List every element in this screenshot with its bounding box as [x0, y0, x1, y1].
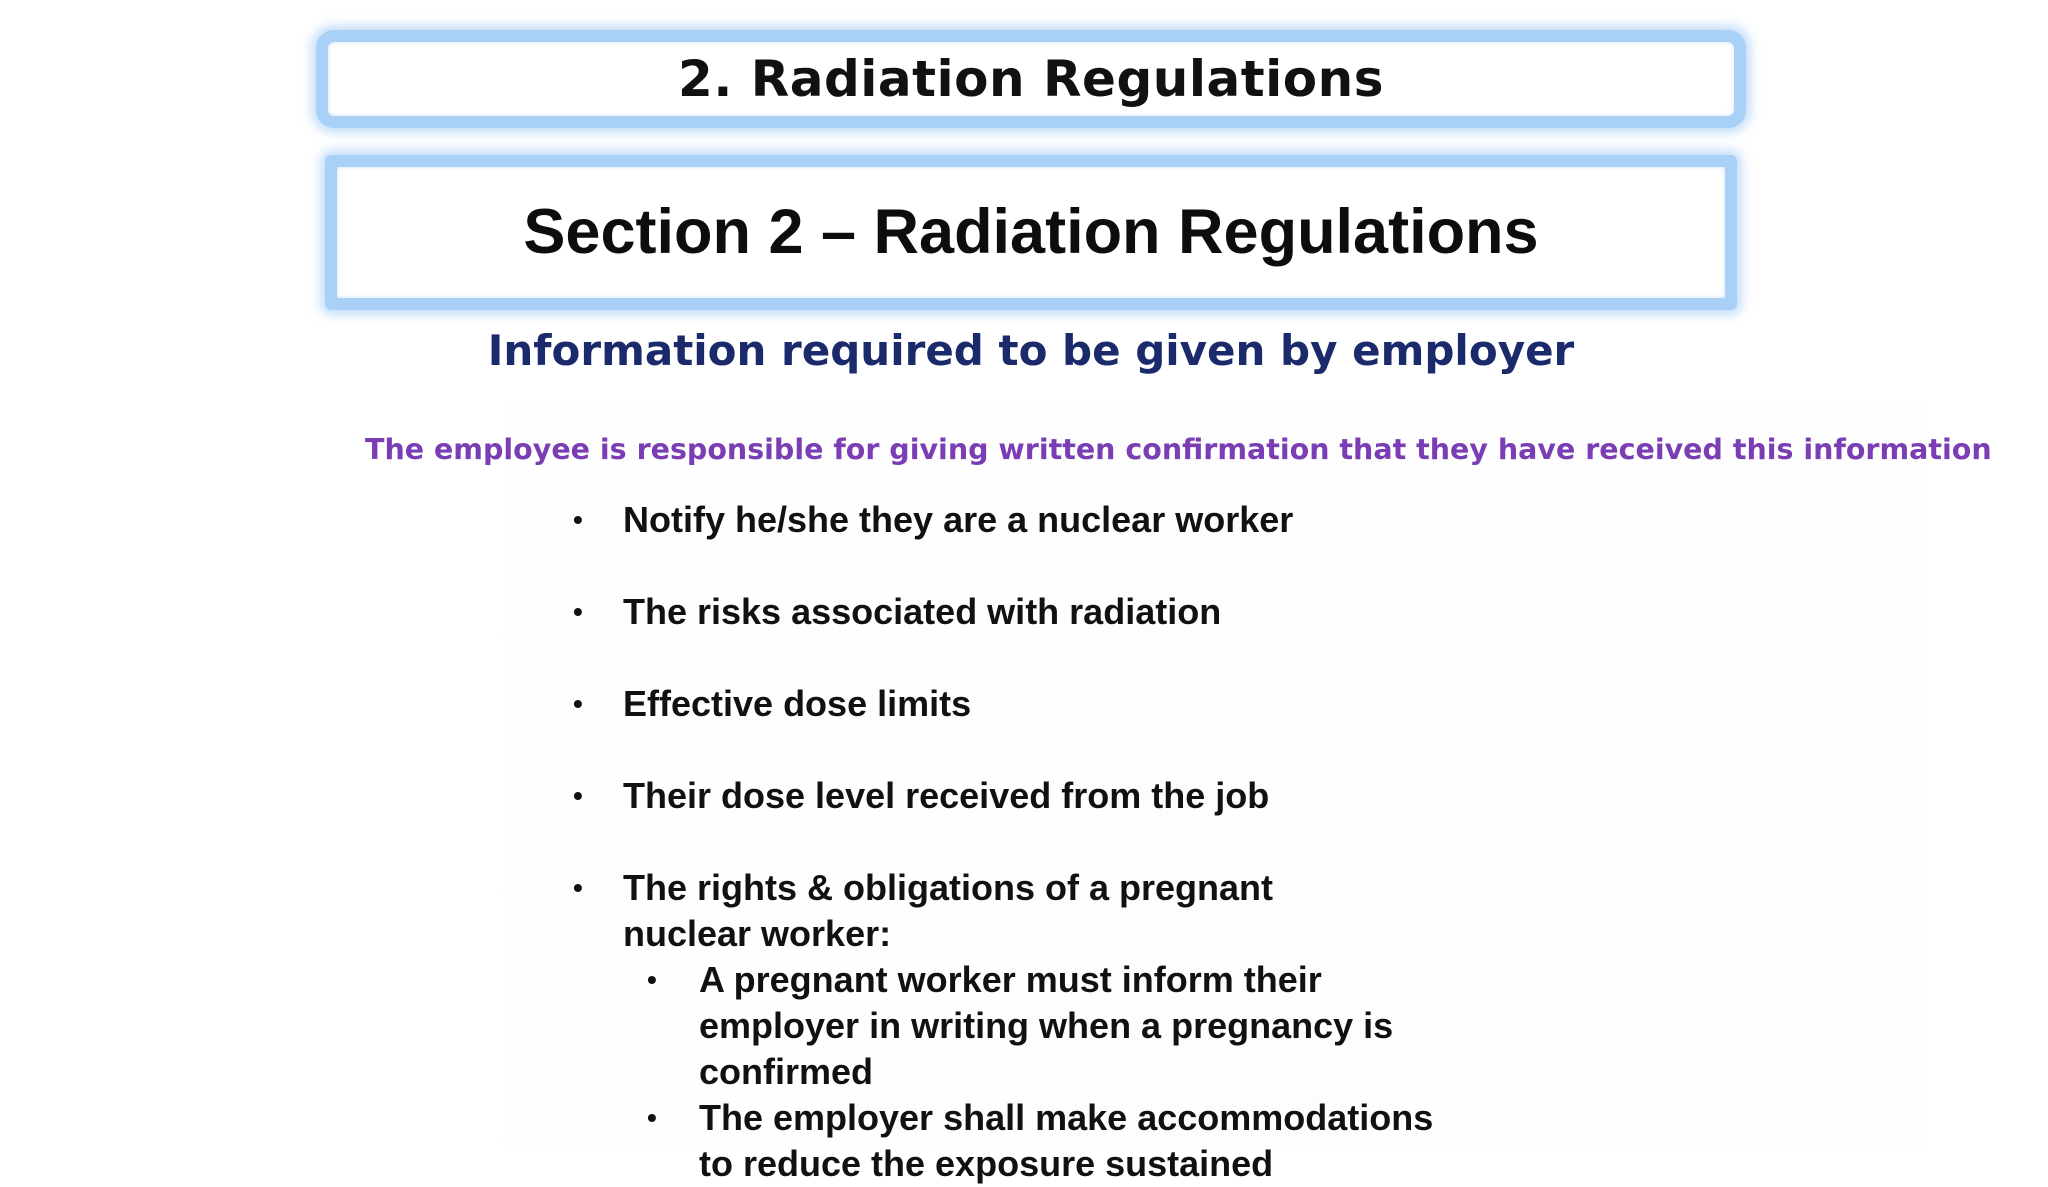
sub-bullet-item	[643, 957, 1459, 1095]
bullet-text: The rights & obligations of a pregnant nuclear worker:	[623, 867, 1274, 954]
sub-bullet-text: The employer shall make accommodations to reduce the exposure sustained	[699, 1097, 1434, 1184]
bullet-icon: •	[573, 504, 583, 535]
bullet-item	[567, 589, 1617, 635]
section-title: Section 2 – Radiation Regulations	[523, 197, 1539, 267]
sub-bullet-item	[643, 1095, 1459, 1187]
bullet-item	[567, 865, 1434, 1187]
bullet-icon: •	[573, 872, 583, 903]
bullet-icon: •	[573, 688, 583, 719]
bullet-item	[567, 773, 1617, 819]
bullet-icon: •	[647, 1102, 657, 1133]
confirmation-note: The employee is responsible for giving written confirmation that they have received this information	[365, 433, 1992, 466]
bullet-icon: •	[647, 964, 657, 995]
bullet-text: Notify he/she they are a nuclear worker	[623, 499, 1294, 540]
bullet-text: Effective dose limits	[623, 683, 972, 724]
section-title-frame	[325, 155, 1737, 310]
bullet-icon: •	[573, 596, 583, 627]
bullet-text: Their dose level received from the job	[623, 775, 1270, 816]
bullet-list	[567, 497, 1617, 1187]
bullet-icon: •	[573, 780, 583, 811]
sub-bullet-text: A pregnant worker must inform their employer in writing when a pregnancy is confirmed	[699, 959, 1394, 1092]
sub-bullet-list	[643, 957, 1434, 1187]
subheading: Information required to be given by employer	[487, 326, 1575, 375]
bullet-text: The risks associated with radiation	[623, 591, 1222, 632]
bullet-item	[567, 681, 1617, 727]
header-title-frame	[316, 30, 1746, 128]
header-title: 2. Radiation Regulations	[678, 50, 1384, 108]
bullet-item	[567, 497, 1617, 543]
